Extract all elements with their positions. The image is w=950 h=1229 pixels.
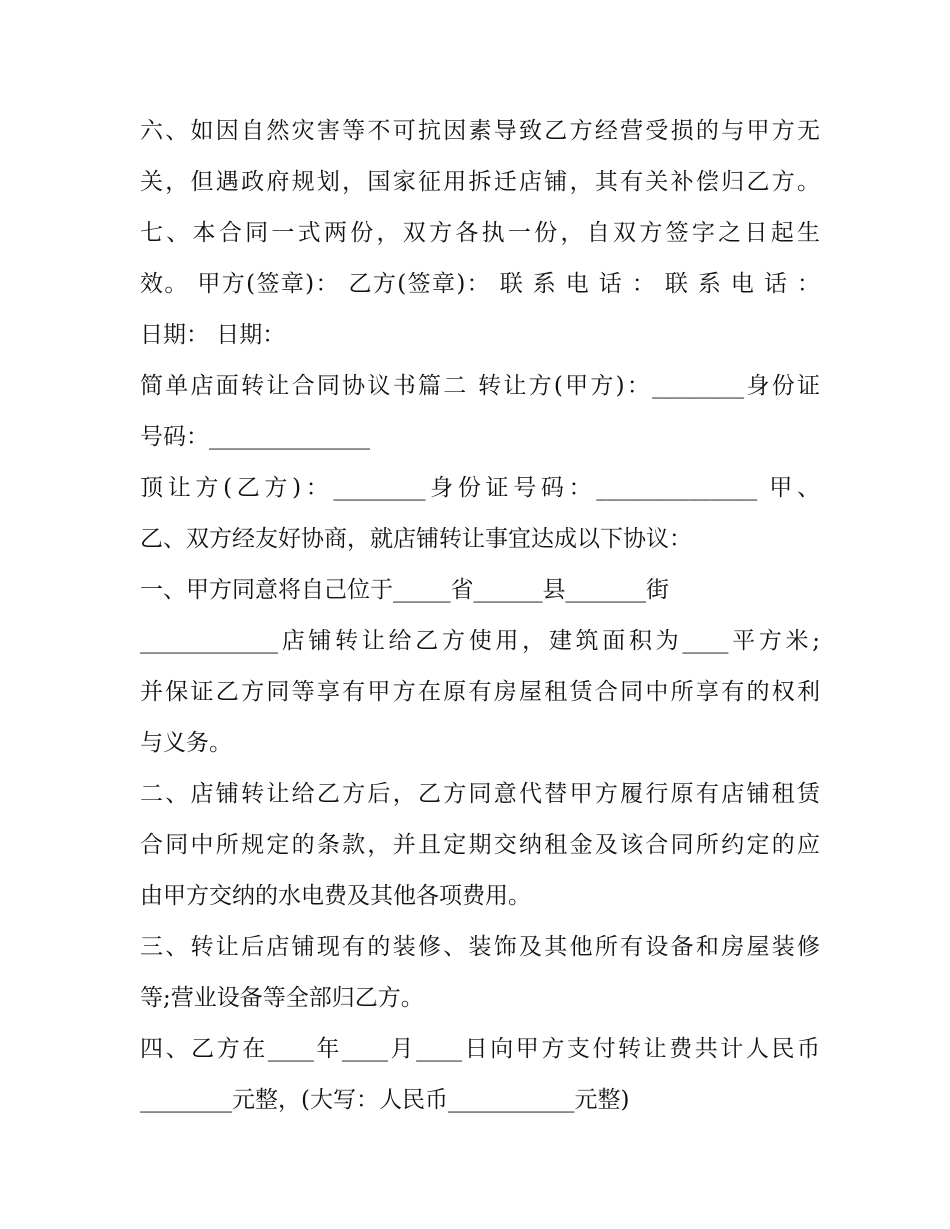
text-line: 关，但遇政府规划，国家征用拆迁店铺，其有关补偿归乙方。 — [140, 169, 820, 195]
text-line: 二、店铺转让给乙方后，乙方同意代替甲方履行原有店铺租赁 — [140, 781, 820, 807]
text-line: ____________店铺转让给乙方使用，建筑面积为____平方米; — [140, 628, 820, 654]
text-line: ________元整，(大写：人民币___________元整) — [140, 1087, 630, 1113]
text-line: 一、甲方同意将自己位于_____省______县_______街 — [140, 577, 669, 603]
text-line: 号码：______________ — [140, 424, 370, 450]
text-line: 效。 甲方(签章)： 乙方(签章)： 联 系 电 话 ： 联 系 电 话 ： — [140, 271, 820, 297]
text-line: 合同中所规定的条款，并且定期交纳租金及该合同所约定的应 — [140, 832, 820, 858]
text-line: 七、本合同一式两份，双方各执一份，自双方签字之日起生 — [140, 220, 820, 246]
text-line: 六、如因自然灾害等不可抗因素导致乙方经营受损的与甲方无 — [140, 118, 820, 144]
text-line: 四、乙方在____年____月____日向甲方支付转让费共计人民币 — [140, 1036, 820, 1062]
text-line: 与义务。 — [140, 730, 232, 756]
text-line: 顶让方(乙方)：________身份证号码：______________ 甲、 — [140, 475, 820, 501]
document-body — [140, 106, 820, 1126]
text-line: 并保证乙方同等享有甲方在原有房屋租赁合同中所享有的权利 — [140, 679, 820, 705]
text-line: 乙、双方经友好协商，就店铺转让事宜达成以下协议： — [140, 526, 692, 552]
text-line: 简单店面转让合同协议书篇二 转让方(甲方)：________身份证 — [140, 373, 820, 399]
text-line: 三、转让后店铺现有的装修、装饰及其他所有设备和房屋装修 — [140, 934, 820, 960]
text-line: 等;营业设备等全部归乙方。 — [140, 985, 424, 1011]
text-line: 日期： 日期： — [140, 322, 286, 348]
text-line: 由甲方交纳的水电费及其他各项费用。 — [140, 883, 531, 909]
